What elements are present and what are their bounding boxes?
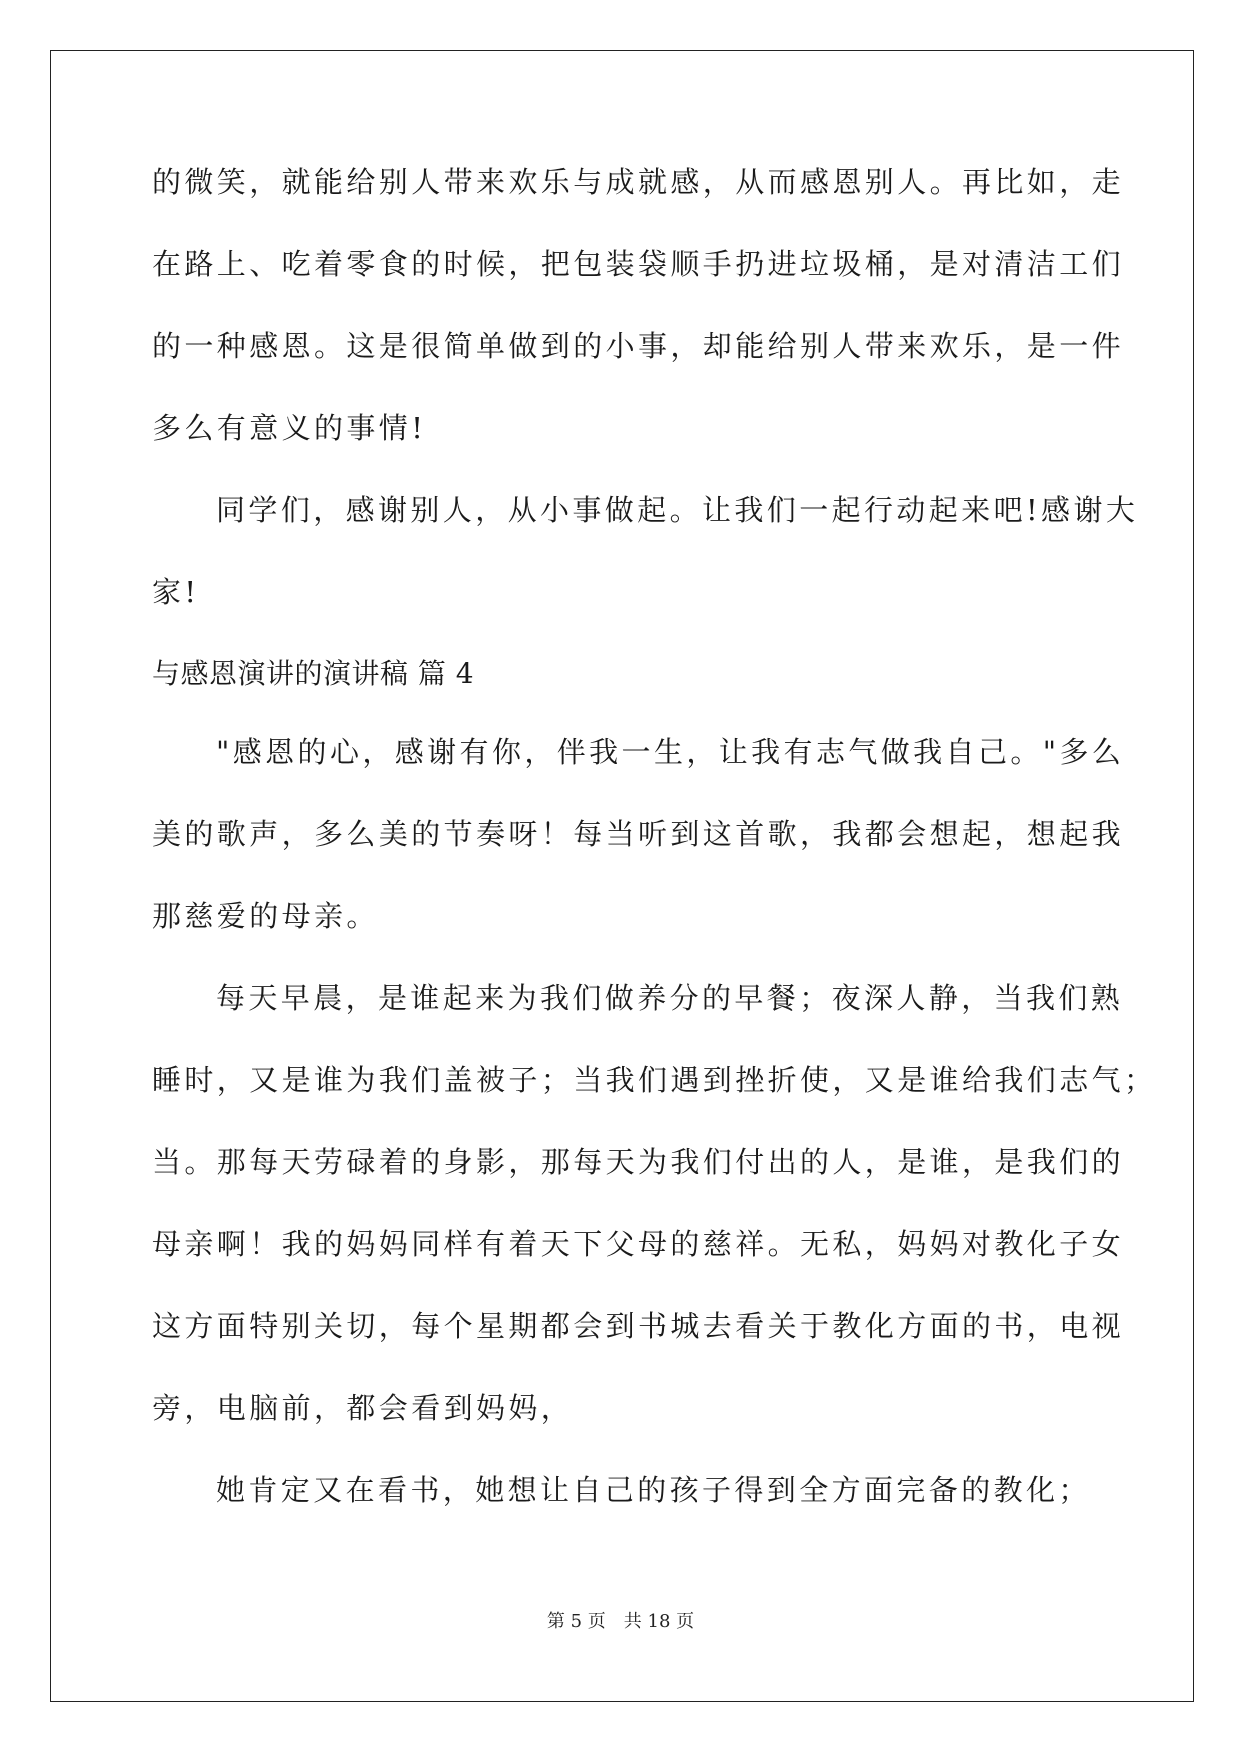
paragraph-line: "感恩的心，感谢有你，伴我一生，让我有志气做我自己。"多么 bbox=[216, 735, 1125, 769]
paragraph-line: 母亲啊！我的妈妈同样有着天下父母的慈祥。无私，妈妈对教化子女 bbox=[152, 1227, 1125, 1261]
paragraph-line: 那慈爱的母亲。 bbox=[152, 899, 379, 933]
paragraph-line: 当。那每天劳碌着的身影，那每天为我们付出的人，是谁，是我们的 bbox=[152, 1145, 1125, 1179]
paragraph-line: 在路上、吃着零食的时候，把包装袋顺手扔进垃圾桶，是对清洁工们 bbox=[152, 247, 1125, 281]
page-total: 共 18 页 bbox=[623, 1611, 695, 1632]
paragraph-line: 她肯定又在看书，她想让自己的孩子得到全方面完备的教化； bbox=[216, 1473, 1091, 1507]
section-heading: 与感恩演讲的演讲稿 篇 4 bbox=[152, 657, 475, 690]
page-footer bbox=[0, 1607, 1241, 1633]
document-body bbox=[152, 162, 1157, 1552]
paragraph-line: 每天早晨，是谁起来为我们做养分的早餐；夜深人静，当我们熟 bbox=[216, 981, 1124, 1015]
paragraph-line: 同学们，感谢别人，从小事做起。让我们一起行动起来吧!感谢大 bbox=[216, 493, 1139, 527]
paragraph-line: 美的歌声，多么美的节奏呀！每当听到这首歌，我都会想起，想起我 bbox=[152, 817, 1125, 851]
paragraph-line: 这方面特别关切，每个星期都会到书城去看关于教化方面的书，电视 bbox=[152, 1309, 1125, 1343]
paragraph-line: 多么有意义的事情! bbox=[152, 411, 427, 445]
paragraph-line: 睡时，又是谁为我们盖被子；当我们遇到挫折使，又是谁给我们志气； bbox=[152, 1063, 1157, 1097]
paragraph-line: 的微笑，就能给别人带来欢乐与成就感，从而感恩别人。再比如，走 bbox=[152, 165, 1125, 199]
paragraph-line: 旁，电脑前，都会看到妈妈， bbox=[152, 1391, 574, 1425]
page-number: 第 5 页 bbox=[546, 1611, 606, 1632]
paragraph-line: 的一种感恩。这是很简单做到的小事，却能给别人带来欢乐，是一件 bbox=[152, 329, 1125, 363]
paragraph-line: 家! bbox=[152, 575, 200, 609]
